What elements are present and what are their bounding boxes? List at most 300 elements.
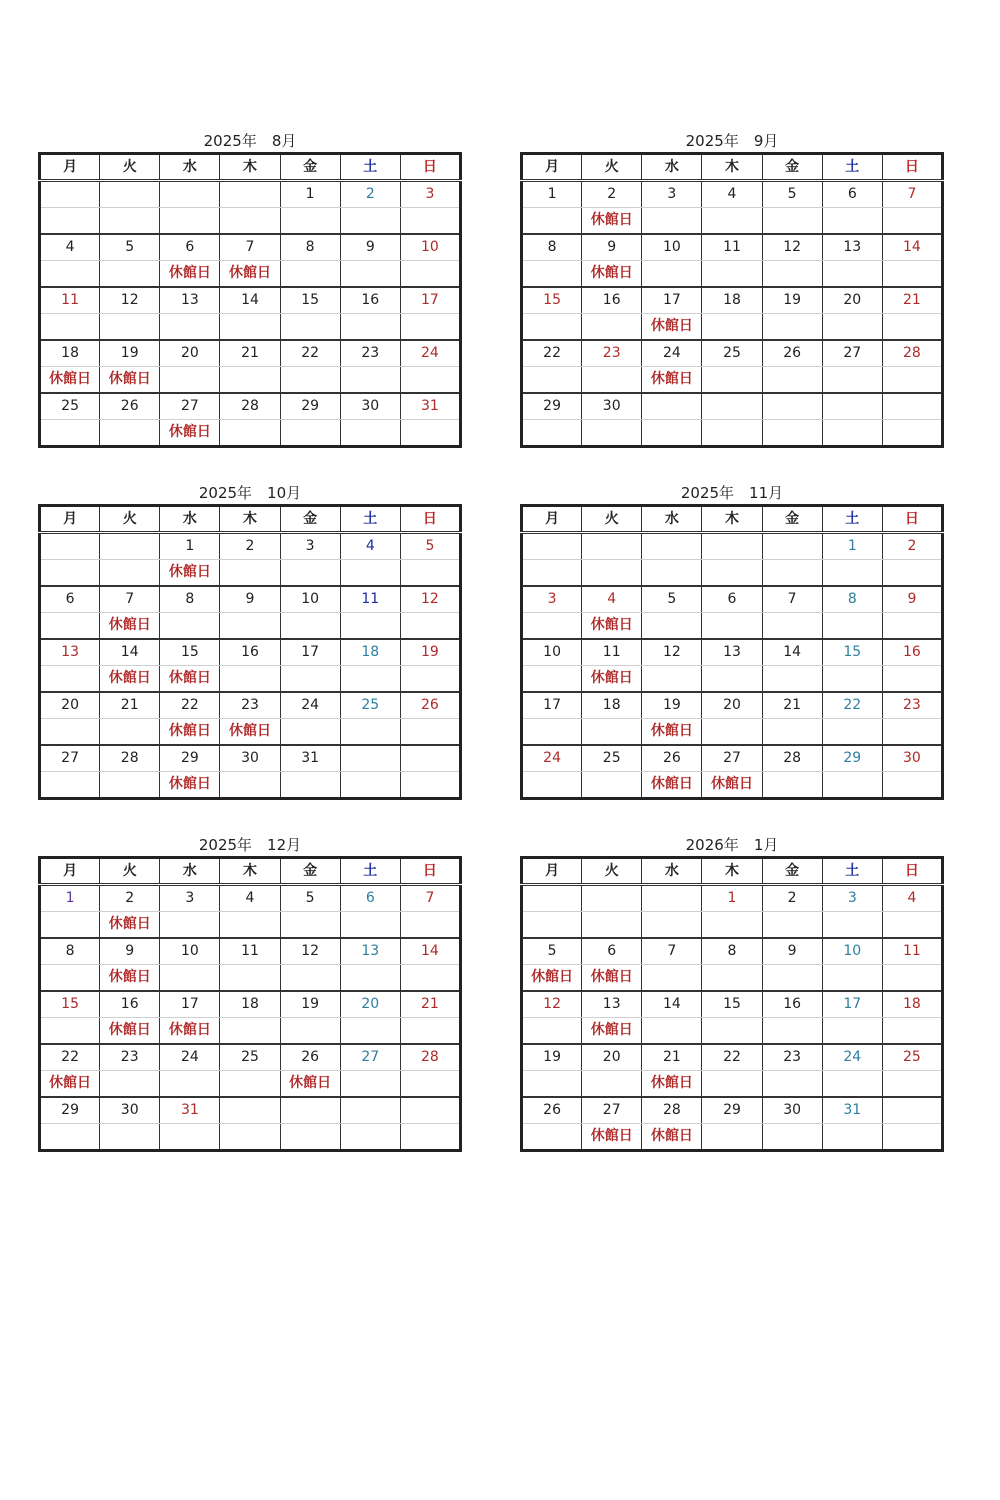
note-cell	[582, 314, 642, 341]
weekday-header: 金	[762, 506, 822, 533]
closed-day-label: 休館日	[582, 1124, 642, 1151]
weekday-header: 金	[280, 154, 340, 181]
day-cell: 30	[762, 1097, 822, 1124]
week-date-row	[522, 938, 943, 965]
day-cell: 13	[160, 287, 220, 314]
day-cell	[642, 393, 702, 420]
weekday-header: 金	[280, 858, 340, 885]
day-cell: 9	[882, 586, 942, 613]
day-cell: 9	[582, 234, 642, 261]
note-cell	[882, 719, 942, 746]
weekday-header: 木	[220, 506, 280, 533]
note-cell	[762, 208, 822, 235]
note-cell	[160, 613, 220, 640]
note-cell	[642, 912, 702, 939]
weekday-header: 月	[40, 154, 100, 181]
day-cell: 14	[100, 639, 160, 666]
note-cell	[882, 1071, 942, 1098]
note-cell	[220, 1018, 280, 1045]
note-cell	[882, 208, 942, 235]
day-cell: 31	[160, 1097, 220, 1124]
day-cell: 27	[582, 1097, 642, 1124]
day-cell: 14	[400, 938, 460, 965]
note-cell	[642, 666, 702, 693]
day-cell: 30	[582, 393, 642, 420]
note-cell	[100, 314, 160, 341]
day-cell: 6	[822, 181, 882, 208]
note-cell	[822, 261, 882, 288]
weekday-header: 金	[762, 858, 822, 885]
note-cell	[522, 314, 582, 341]
weekday-header-row	[522, 858, 943, 885]
note-cell	[220, 613, 280, 640]
closed-day-label: 休館日	[531, 969, 574, 985]
note-cell	[40, 1018, 100, 1045]
month-title: 2026年 1月	[685, 836, 779, 854]
note-cell	[400, 1018, 460, 1045]
day-cell	[220, 1097, 280, 1124]
week-date-row	[40, 181, 461, 208]
note-cell	[882, 912, 942, 939]
note-cell	[882, 1018, 942, 1045]
note-cell	[762, 912, 822, 939]
note-cell	[40, 772, 100, 799]
day-cell: 8	[702, 938, 762, 965]
day-cell	[882, 1097, 942, 1124]
week-note-row	[40, 1018, 461, 1045]
closed-day-label: 休館日	[160, 719, 220, 746]
note-cell	[280, 314, 340, 341]
note-cell	[160, 314, 220, 341]
day-cell: 29	[160, 745, 220, 772]
note-cell	[100, 420, 160, 447]
note-cell	[40, 208, 100, 235]
note-cell	[400, 560, 460, 587]
day-cell: 26	[280, 1044, 340, 1071]
weekday-header: 日	[882, 154, 942, 181]
note-cell	[522, 772, 582, 799]
note-cell	[522, 208, 582, 235]
note-cell	[40, 1124, 100, 1151]
day-cell: 11	[340, 586, 400, 613]
day-cell: 15	[40, 991, 100, 1018]
note-cell	[400, 772, 460, 799]
day-cell: 8	[160, 586, 220, 613]
weekday-header-row	[40, 858, 461, 885]
day-cell	[822, 393, 882, 420]
week-note-row	[40, 420, 461, 447]
week-note-row	[40, 666, 461, 693]
week-note-row	[522, 314, 943, 341]
day-cell: 18	[40, 340, 100, 367]
note-cell	[702, 666, 762, 693]
note-cell	[702, 912, 762, 939]
day-cell: 28	[220, 393, 280, 420]
day-cell: 11	[882, 938, 942, 965]
day-cell	[40, 533, 100, 560]
weekday-header: 月	[522, 154, 582, 181]
day-cell: 26	[400, 692, 460, 719]
day-cell: 24	[522, 745, 582, 772]
day-cell: 9	[100, 938, 160, 965]
closed-day-label: 休館日	[100, 666, 160, 693]
note-cell	[582, 420, 642, 447]
note-cell	[642, 560, 702, 587]
note-cell	[220, 560, 280, 587]
weekday-header: 日	[400, 154, 460, 181]
note-cell	[280, 613, 340, 640]
note-cell	[522, 1124, 582, 1151]
weekday-header: 日	[882, 506, 942, 533]
day-cell: 17	[160, 991, 220, 1018]
week-date-row	[40, 885, 461, 912]
week-date-row	[40, 1097, 461, 1124]
month-title: 2025年 10月	[198, 484, 302, 502]
note-cell	[762, 772, 822, 799]
note-cell	[220, 1124, 280, 1151]
day-cell: 1	[522, 181, 582, 208]
weekday-header: 火	[582, 154, 642, 181]
note-cell	[340, 1124, 400, 1151]
note-cell	[400, 965, 460, 992]
day-cell: 10	[822, 938, 882, 965]
note-cell	[522, 420, 582, 447]
day-cell: 10	[400, 234, 460, 261]
day-cell: 18	[702, 287, 762, 314]
note-cell	[280, 208, 340, 235]
day-cell: 15	[160, 639, 220, 666]
week-date-row	[40, 340, 461, 367]
note-cell	[762, 420, 822, 447]
note-cell	[762, 1018, 822, 1045]
closed-day-label: 休館日	[49, 371, 92, 387]
day-cell: 14	[882, 234, 942, 261]
weekday-header: 水	[642, 154, 702, 181]
note-cell	[100, 1071, 160, 1098]
note-cell	[522, 719, 582, 746]
day-cell: 19	[400, 639, 460, 666]
note-cell	[340, 261, 400, 288]
note-cell	[642, 208, 702, 235]
note-cell	[400, 1071, 460, 1098]
weekday-header: 木	[220, 858, 280, 885]
week-note-row	[522, 208, 943, 235]
note-cell	[702, 420, 762, 447]
note-cell	[882, 314, 942, 341]
day-cell: 29	[40, 1097, 100, 1124]
note-cell	[762, 1124, 822, 1151]
day-cell: 21	[882, 287, 942, 314]
note-cell	[220, 666, 280, 693]
note-cell	[702, 1071, 762, 1098]
day-cell	[762, 393, 822, 420]
day-cell: 31	[280, 745, 340, 772]
note-cell	[100, 560, 160, 587]
note-cell	[280, 261, 340, 288]
day-cell: 12	[100, 287, 160, 314]
day-cell: 20	[340, 991, 400, 1018]
note-cell	[40, 420, 100, 447]
day-cell: 23	[100, 1044, 160, 1071]
weekday-header-row	[522, 154, 943, 181]
day-cell: 27	[822, 340, 882, 367]
day-cell: 14	[642, 991, 702, 1018]
day-cell: 8	[280, 234, 340, 261]
closed-day-label: 休館日	[160, 1018, 220, 1045]
note-cell	[40, 719, 100, 746]
closed-day-label: 休館日	[642, 772, 702, 799]
note-cell	[762, 367, 822, 394]
day-cell: 26	[100, 393, 160, 420]
note-cell	[642, 613, 702, 640]
day-cell: 5	[642, 586, 702, 613]
closed-day-label: 休館日	[49, 1075, 92, 1091]
day-cell: 28	[400, 1044, 460, 1071]
day-cell: 17	[822, 991, 882, 1018]
day-cell: 17	[522, 692, 582, 719]
closed-day-label: 休館日	[100, 1018, 160, 1045]
day-cell: 18	[220, 991, 280, 1018]
note-cell	[882, 772, 942, 799]
note-cell	[340, 965, 400, 992]
week-note-row	[40, 261, 461, 288]
month-2025-10	[38, 482, 462, 800]
note-cell	[40, 613, 100, 640]
note-cell	[220, 772, 280, 799]
week-date-row	[40, 692, 461, 719]
note-cell	[762, 719, 822, 746]
day-cell: 9	[762, 938, 822, 965]
week-note-row	[522, 1018, 943, 1045]
note-cell	[582, 912, 642, 939]
note-cell	[160, 1071, 220, 1098]
month-title: 2025年 9月	[685, 132, 779, 150]
note-cell	[822, 719, 882, 746]
day-cell: 6	[702, 586, 762, 613]
day-cell	[702, 393, 762, 420]
weekday-header: 月	[40, 858, 100, 885]
note-cell	[642, 965, 702, 992]
note-cell	[220, 367, 280, 394]
closed-day-label: 休館日	[160, 420, 220, 447]
day-cell: 20	[582, 1044, 642, 1071]
week-note-row	[522, 719, 943, 746]
day-cell: 11	[220, 938, 280, 965]
day-cell: 8	[822, 586, 882, 613]
day-cell: 18	[582, 692, 642, 719]
note-cell	[220, 314, 280, 341]
week-date-row	[522, 745, 943, 772]
month-2026-01	[520, 834, 944, 1152]
weekday-header: 木	[702, 858, 762, 885]
day-cell: 22	[280, 340, 340, 367]
note-cell	[280, 367, 340, 394]
week-note-row	[522, 965, 943, 992]
day-cell: 29	[822, 745, 882, 772]
day-cell: 3	[160, 885, 220, 912]
day-cell: 7	[100, 586, 160, 613]
week-note-row	[40, 772, 461, 799]
month-grid	[38, 152, 462, 448]
day-cell: 2	[100, 885, 160, 912]
day-cell: 13	[40, 639, 100, 666]
week-date-row	[522, 1097, 943, 1124]
day-cell: 31	[822, 1097, 882, 1124]
note-cell	[280, 912, 340, 939]
note-cell	[762, 560, 822, 587]
note-cell	[882, 666, 942, 693]
note-cell	[220, 912, 280, 939]
note-cell	[340, 613, 400, 640]
month-2025-08	[38, 130, 462, 448]
day-cell: 24	[642, 340, 702, 367]
note-cell	[522, 367, 582, 394]
day-cell: 21	[762, 692, 822, 719]
note-cell	[280, 666, 340, 693]
note-cell	[822, 420, 882, 447]
day-cell: 16	[100, 991, 160, 1018]
day-cell: 8	[40, 938, 100, 965]
day-cell: 25	[340, 692, 400, 719]
day-cell	[582, 885, 642, 912]
day-cell: 3	[280, 533, 340, 560]
day-cell: 22	[522, 340, 582, 367]
month-grid	[520, 856, 944, 1152]
day-cell: 6	[160, 234, 220, 261]
note-cell	[762, 965, 822, 992]
month-grid	[520, 504, 944, 800]
day-cell: 25	[702, 340, 762, 367]
day-cell: 24	[400, 340, 460, 367]
note-cell	[400, 1124, 460, 1151]
day-cell: 4	[702, 181, 762, 208]
week-date-row	[40, 745, 461, 772]
closed-day-label: 休館日	[280, 1071, 340, 1098]
day-cell	[400, 1097, 460, 1124]
day-cell: 24	[822, 1044, 882, 1071]
weekday-header: 火	[582, 858, 642, 885]
note-cell	[400, 314, 460, 341]
week-note-row	[522, 367, 943, 394]
day-cell: 2	[220, 533, 280, 560]
weekday-header-row	[40, 154, 461, 181]
day-cell: 20	[160, 340, 220, 367]
weekday-header: 金	[762, 154, 822, 181]
week-date-row	[522, 393, 943, 420]
day-cell: 15	[280, 287, 340, 314]
day-cell: 20	[702, 692, 762, 719]
note-cell	[160, 208, 220, 235]
day-cell: 30	[220, 745, 280, 772]
day-cell: 12	[642, 639, 702, 666]
day-cell: 16	[340, 287, 400, 314]
day-cell: 5	[400, 533, 460, 560]
week-note-row	[522, 261, 943, 288]
note-cell	[340, 314, 400, 341]
day-cell	[340, 745, 400, 772]
day-cell: 11	[702, 234, 762, 261]
month-grid	[38, 856, 462, 1152]
day-cell: 19	[762, 287, 822, 314]
day-cell: 17	[642, 287, 702, 314]
day-cell: 22	[702, 1044, 762, 1071]
day-cell: 2	[582, 181, 642, 208]
note-cell	[582, 719, 642, 746]
month-grid	[520, 152, 944, 448]
day-cell: 9	[220, 586, 280, 613]
note-cell	[702, 208, 762, 235]
note-cell	[40, 666, 100, 693]
day-cell: 27	[702, 745, 762, 772]
note-cell	[642, 1018, 702, 1045]
day-cell: 1	[822, 533, 882, 560]
note-cell	[40, 314, 100, 341]
note-cell	[400, 261, 460, 288]
day-cell: 28	[100, 745, 160, 772]
day-cell	[522, 885, 582, 912]
note-cell	[882, 560, 942, 587]
note-cell	[400, 208, 460, 235]
day-cell: 3	[400, 181, 460, 208]
week-note-row	[40, 912, 461, 939]
note-cell	[642, 261, 702, 288]
day-cell: 10	[642, 234, 702, 261]
note-cell	[340, 208, 400, 235]
day-cell: 15	[702, 991, 762, 1018]
day-cell	[400, 745, 460, 772]
day-cell: 30	[100, 1097, 160, 1124]
note-cell	[220, 965, 280, 992]
week-date-row	[522, 692, 943, 719]
day-cell: 18	[340, 639, 400, 666]
weekday-header: 月	[522, 506, 582, 533]
note-cell	[702, 560, 762, 587]
weekday-header: 月	[40, 506, 100, 533]
note-cell	[762, 1071, 822, 1098]
closed-day-label: 休館日	[160, 772, 220, 799]
day-cell	[642, 885, 702, 912]
day-cell: 23	[340, 340, 400, 367]
day-cell: 23	[762, 1044, 822, 1071]
note-cell	[522, 1071, 582, 1098]
day-cell: 7	[642, 938, 702, 965]
note-cell	[340, 560, 400, 587]
day-cell: 24	[160, 1044, 220, 1071]
weekday-header: 木	[220, 154, 280, 181]
month-title: 2025年 8月	[203, 132, 297, 150]
day-cell: 2	[762, 885, 822, 912]
day-cell: 4	[882, 885, 942, 912]
day-cell: 13	[822, 234, 882, 261]
month-title: 2025年 11月	[680, 484, 784, 502]
day-cell: 4	[582, 586, 642, 613]
closed-day-label: 休館日	[100, 367, 160, 394]
note-cell	[400, 912, 460, 939]
week-note-row	[40, 1124, 461, 1151]
day-cell: 22	[822, 692, 882, 719]
day-cell: 1	[280, 181, 340, 208]
day-cell: 25	[582, 745, 642, 772]
weekday-header: 火	[100, 506, 160, 533]
note-cell	[40, 965, 100, 992]
day-cell: 25	[40, 393, 100, 420]
day-cell: 7	[762, 586, 822, 613]
day-cell: 30	[882, 745, 942, 772]
weekday-header: 土	[340, 154, 400, 181]
note-cell	[340, 1018, 400, 1045]
note-cell	[822, 613, 882, 640]
week-date-row	[40, 393, 461, 420]
